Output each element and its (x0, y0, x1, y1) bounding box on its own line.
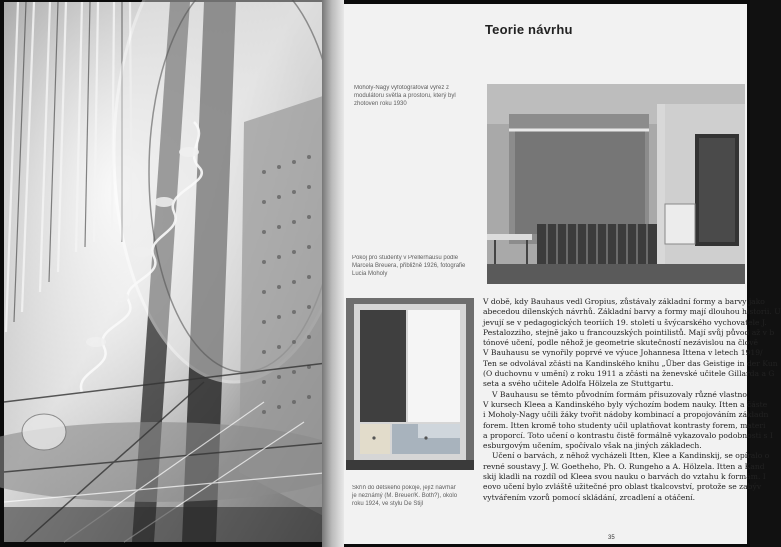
left-page (4, 2, 335, 542)
body-line: V době, kdy Bauhaus vedl Gropius, zůstávaly základní formy a barvy jako (483, 297, 765, 306)
caption-cabinet: Skříň do dětského pokoje, jejíž návrhář je neznámý (M. Breuer/K. Both?), okolo roku 1924, ve stylu De Stijl (352, 485, 458, 507)
page-heading: Teorie návrhu (485, 22, 573, 37)
body-line: Ten se odvolával zčásti na Kandinského knihu „Über das Geistige in der Kun (483, 358, 778, 368)
body-line: a proporcí. Toto učení o kontrastu čistě formálně vykazovalo podobnosti s I (483, 430, 773, 440)
body-line: (O duchovnu v umění) z roku 1911 a zčásti na ženevské učitele Gillarda a G (483, 369, 775, 379)
body-line: V Bauhausu se těmto původním formám přisuzovaly různé vlastno (492, 389, 747, 399)
book-spine (322, 0, 344, 547)
children-cabinet-photo (346, 298, 474, 470)
body-line: eovo učení bylo zvláště užitečné pro oblast tkalcovství, protože se zabýv (483, 482, 762, 492)
body-line: forem. Itten kromě toho studenty učil uplatňovat kontrasty forem, materi (483, 420, 766, 430)
body-line: V Bauhausu se vynořily poprvé ve výuce Johannesa Ittena v letech 1919/ (483, 348, 763, 358)
student-room-photo (487, 84, 745, 284)
body-line: skij kladli na rozdíl od Kleea svou nauku o barvách do vztahu k formám. I (483, 472, 766, 482)
caption-room: Pokoj pro studenty v Prellerhausu podle Marcela Breuera, přibližně 1926, fotografie Lucia Moholy (352, 255, 466, 277)
body-line: jevují se v pedagogických teoriích 19. století u švýcarského vychovatele J. (483, 317, 767, 327)
body-line: i Moholy-Nagy učili žáky tvořit nádoby kombinací a propojováním základn (483, 410, 769, 420)
page-number: 35 (608, 535, 615, 541)
body-line: vytvářením vzorů pomocí skládání, zrcadlení a otáčení. (483, 492, 696, 502)
body-line: abecedou dílenských návrhů. Základní barvy a formy mají dlouhou historii. U (483, 307, 781, 317)
body-line: tónové učení, podle něhož je geometrie skutečností nezávislou na člově (483, 338, 759, 348)
caption-sculpture: Moholy-Nagy vyfotografoval výřez z modulátoru světla a prostoru, který byl zhotoven roku 1930 (354, 85, 456, 107)
body-line: esburgovým učením, spočívalo však na jiných základech. (483, 441, 702, 451)
body-line: revné soustavy J. W. Goetheho, Ph. O. Rungeho a A. Hölzela. Itten a Kand (483, 461, 765, 471)
light-space-modulator-photo (4, 2, 335, 542)
body-line: seta a svého učitele Adolfa Hölzela ze Stuttgartu. (483, 379, 674, 389)
body-text (483, 297, 781, 503)
body-line: Učení o barvách, z něhož vycházeli Itten, Klee a Kandinskij, se opíralo o (492, 451, 770, 461)
body-line: V kursech Kleea a Kandinského byly výchozím bodem nauky. Itten a částe (483, 399, 768, 409)
body-line: Pestalozziho, stejně jako u francouzských pointilistů. Mají svůj původ až v b (483, 327, 775, 337)
